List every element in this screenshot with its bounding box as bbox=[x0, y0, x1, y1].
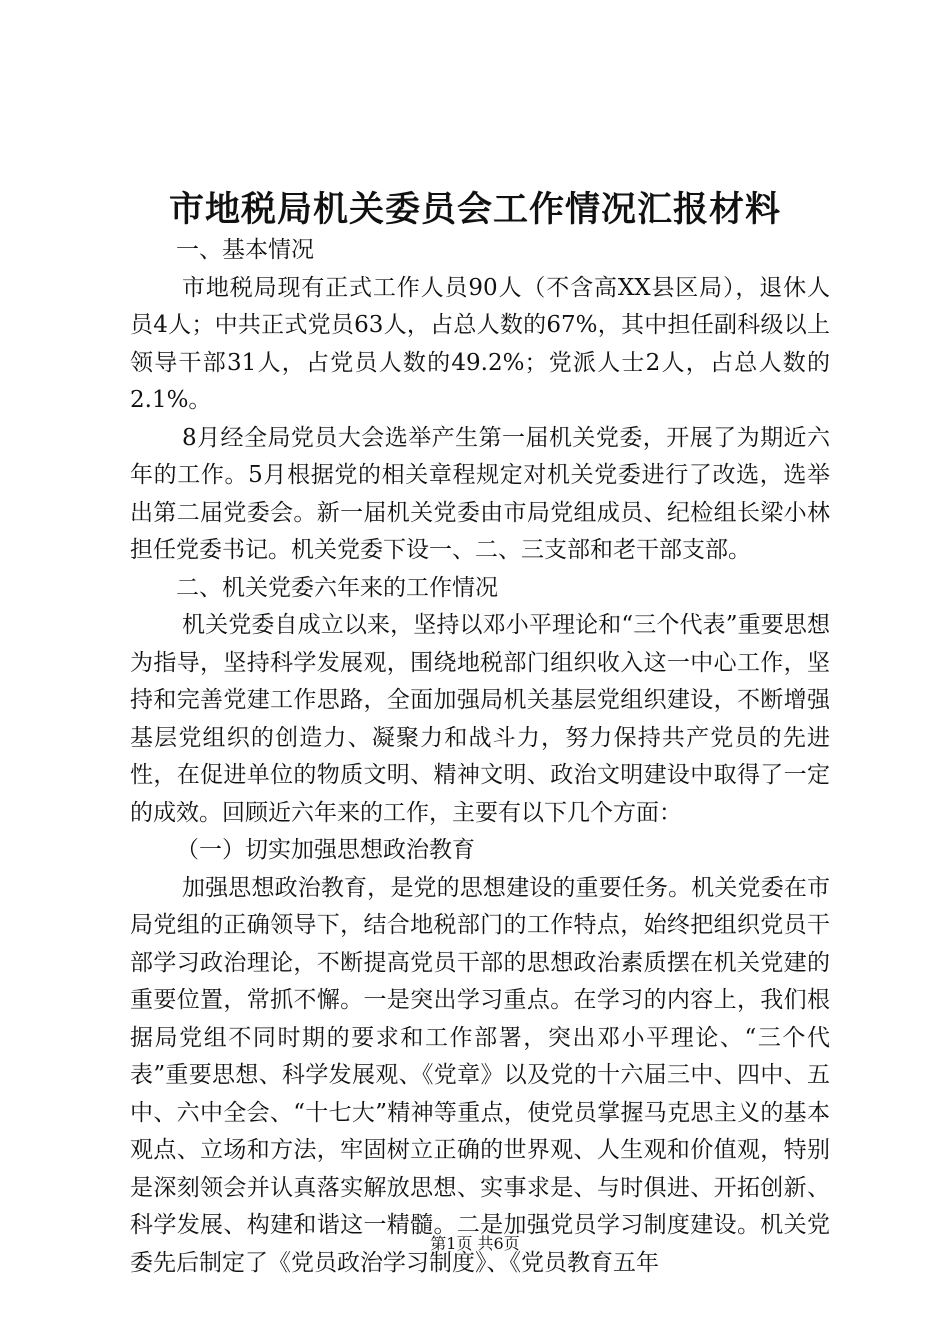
section-heading-basic-info: 一、基本情况 bbox=[176, 237, 314, 263]
page-footer bbox=[0, 1232, 950, 1256]
page-number-label: 第1页 共6页 bbox=[430, 1234, 520, 1253]
document-title: 市地税局机关委员会工作情况汇报材料 bbox=[168, 189, 781, 230]
subsection-heading-political-education: （一）切实加强思想政治教育 bbox=[176, 837, 475, 863]
paragraph-staff-stats: 市地税局现有正式工作人员90人（不含高XX县区局），退休人员4人；中共正式党员63人，占总人数的67%，其中担任副科级以上领导干部31人，占党员人数的49.2%；党派人士2人，占总人数的2.1%。 bbox=[130, 274, 830, 413]
paragraph-political-education: 加强思想政治教育，是党的思想建设的重要任务。机关党委在市局党组的正确领导下，结合地税部门的工作特点，始终把组织党员干部学习政治理论，不断提高党员干部的思想政治素质摆在机关党建的重要位置，常抓不懈。一是突出学习重点。在学习的内容上，我们根据局党组不同时期的要求和工作部署，突出邓小平理论、“三个代表”重要思想、科学发展观、《党章》以及党的十六届三中、四中、五中、六中全会、“十七大”精神等重点，使党员掌握马克思主义的基本观点、立场和方法，牢固树立正确的世界观、人生观和价值观，特别是深刻领会并认真落实解放思想、实事求是、与时俱进、开拓创新、科学发展、构建和谐这一精髓。二是加强党员学习制度建设。机关党委先后制定了《党员政治学习制度》、《党员教育五年 bbox=[130, 874, 830, 1276]
paragraph-party-committee-history: 8月经全局党员大会选举产生第一届机关党委，开展了为期近六年的工作。5月根据党的相关章程规定对机关党委进行了改选，选举出第二届党委会。新一届机关党委由市局党组成员、纪检组长梁小林担任党委书记。机关党委下设一、二、三支部和老干部支部。 bbox=[130, 424, 830, 563]
section-heading-work-overview: 二、机关党委六年来的工作情况 bbox=[176, 574, 498, 601]
document-body bbox=[130, 232, 830, 1282]
paragraph-work-summary: 机关党委自成立以来，坚持以邓小平理论和“三个代表”重要思想为指导，坚持科学发展观，围绕地税部门组织收入这一中心工作，坚持和完善党建工作思路，全面加强局机关基层党组织建设，不断增强基层党组织的创造力、凝聚力和战斗力，努力保持共产党员的先进性，在促进单位的物质文明、精神文明、政治文明建设中取得了一定的成效。回顾近六年来的工作，主要有以下几个方面： bbox=[130, 612, 830, 826]
